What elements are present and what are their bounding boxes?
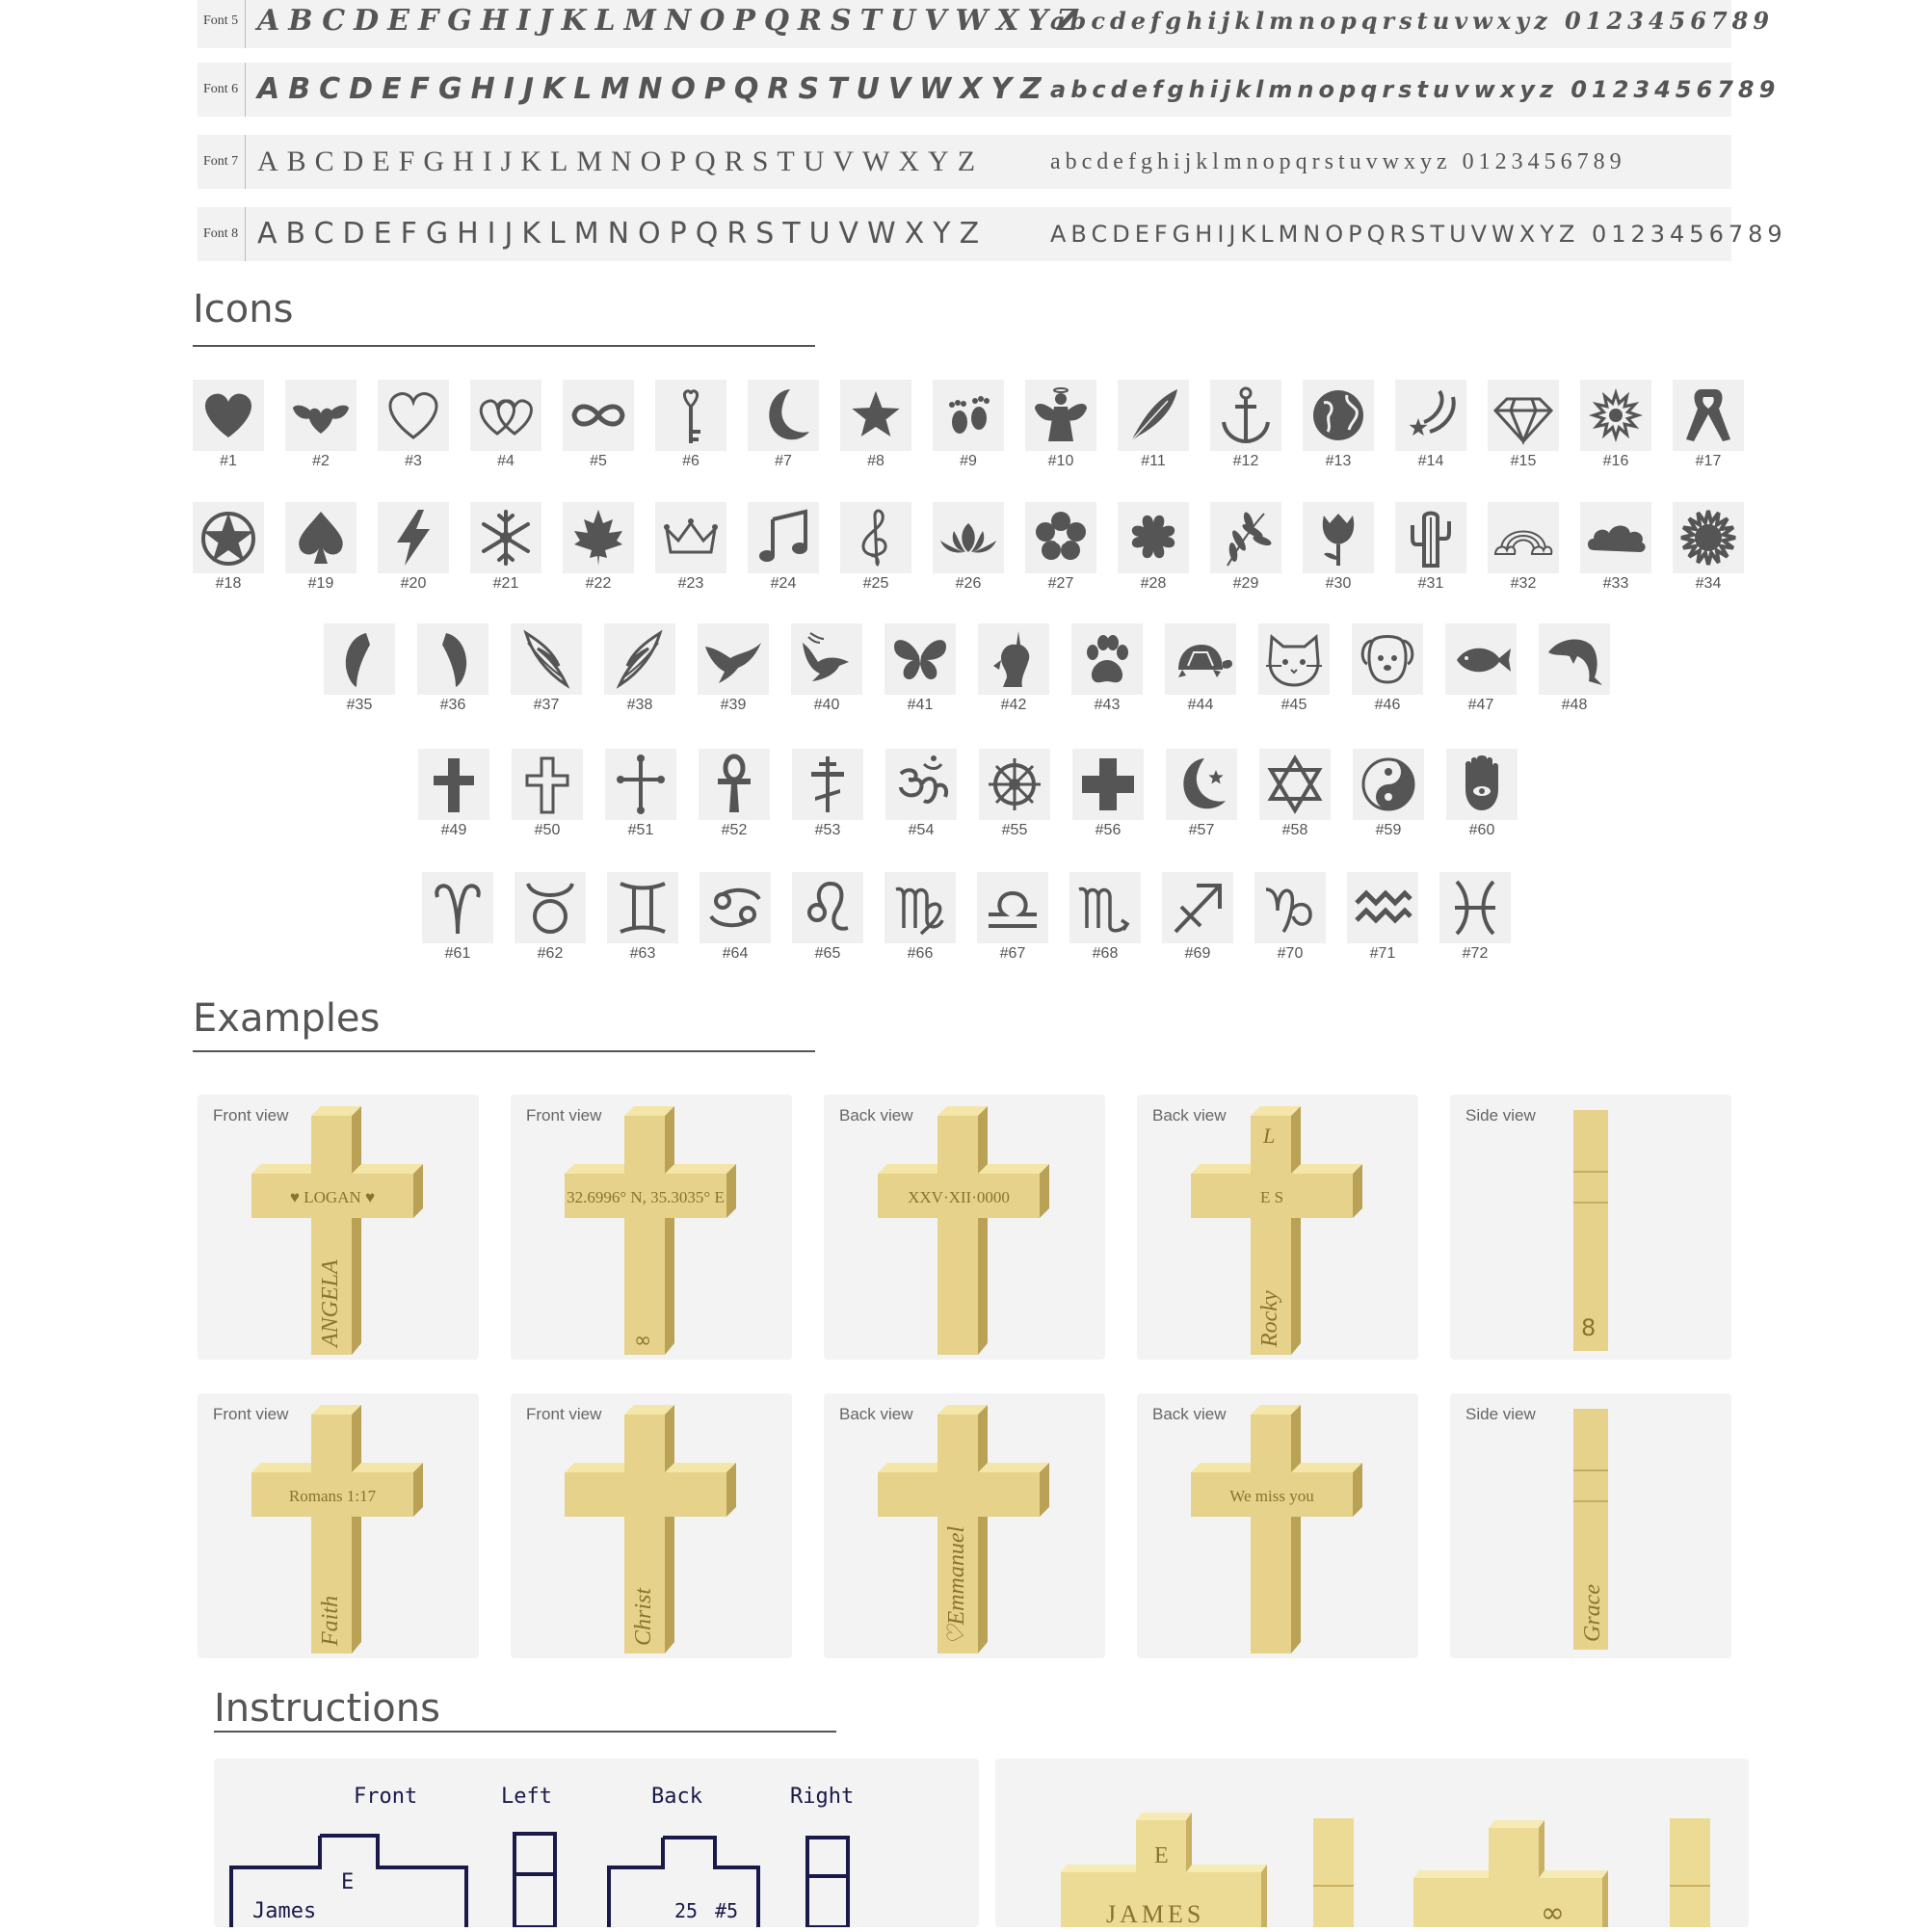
icon-number-label: #42 bbox=[1000, 697, 1027, 713]
instructions-section-rule bbox=[214, 1731, 836, 1733]
icon-number-label: #28 bbox=[1140, 575, 1167, 592]
cross-render bbox=[824, 1393, 1105, 1658]
swiss-cross-icon bbox=[1072, 749, 1144, 820]
treble-clef-icon bbox=[840, 502, 911, 573]
pisces-icon bbox=[1439, 872, 1511, 943]
icon-number-label: #67 bbox=[999, 945, 1026, 962]
fish-icon bbox=[1445, 623, 1517, 695]
music-note-icon bbox=[748, 502, 819, 573]
icon-number-label: #12 bbox=[1232, 453, 1259, 469]
cross-outline-icon bbox=[512, 749, 583, 820]
font-row bbox=[198, 0, 1775, 48]
yin-yang-icon bbox=[1353, 749, 1424, 820]
font-label: Font 6 bbox=[199, 63, 246, 117]
tulip-icon bbox=[1303, 502, 1374, 573]
icon-number-label: #71 bbox=[1369, 945, 1396, 962]
font-lowercase-sample: abcdefghijklmnopqrstuvwxyz 0123456789 bbox=[1050, 76, 1781, 103]
icon-number-label: #2 bbox=[312, 453, 330, 469]
angel-icon bbox=[1025, 380, 1096, 451]
font-uppercase-sample: ABCDEFGHIJKLMNOPQRSTUVWXYZ bbox=[257, 72, 1050, 106]
example-vertical-text: ♡Emmanuel bbox=[944, 1525, 969, 1646]
icon-number-label: #15 bbox=[1510, 453, 1537, 469]
icon-number-label: #43 bbox=[1094, 697, 1121, 713]
icon-number-label: #9 bbox=[960, 453, 977, 469]
icon-number-label: #33 bbox=[1602, 575, 1629, 592]
capricorn-icon bbox=[1254, 872, 1326, 943]
icon-number-label: #22 bbox=[585, 575, 612, 592]
double-heart-icon bbox=[470, 380, 541, 451]
cross-icon bbox=[418, 749, 489, 820]
example-horizontal-text: Romans 1:17 bbox=[288, 1487, 377, 1505]
butterfly-icon bbox=[884, 623, 956, 695]
sketch-label-front: Front bbox=[354, 1785, 418, 1809]
icon-number-label: #45 bbox=[1280, 697, 1307, 713]
cross-render bbox=[1137, 1393, 1418, 1658]
icon-number-label: #47 bbox=[1467, 697, 1494, 713]
flower-icon bbox=[1025, 502, 1096, 573]
example-card bbox=[198, 1393, 479, 1658]
icon-number-label: #26 bbox=[955, 575, 982, 592]
icon-number-label: #53 bbox=[814, 822, 841, 838]
font-label: Font 7 bbox=[199, 135, 246, 189]
example-horizontal-text: XXV·XII·0000 bbox=[908, 1188, 1010, 1206]
angel-wing-right-icon bbox=[604, 623, 675, 695]
icon-number-label: #36 bbox=[439, 697, 466, 713]
dog-icon bbox=[1352, 623, 1423, 695]
icon-number-label: #57 bbox=[1188, 822, 1215, 838]
star-of-david-icon bbox=[1259, 749, 1331, 820]
feather-icon bbox=[1118, 380, 1189, 451]
circle-star-icon bbox=[193, 502, 264, 573]
angel-wing-left-icon bbox=[511, 623, 582, 695]
paw-icon bbox=[1071, 623, 1143, 695]
icon-number-label: #38 bbox=[626, 697, 653, 713]
sketch-front-text-name: James bbox=[252, 1899, 317, 1923]
example-card bbox=[1137, 1393, 1418, 1658]
sketch-drawing bbox=[214, 1759, 979, 1927]
icon-number-label: #64 bbox=[722, 945, 749, 962]
unicorn-icon bbox=[978, 623, 1049, 695]
spade-icon bbox=[285, 502, 356, 573]
example-card bbox=[511, 1393, 792, 1658]
example-card bbox=[1137, 1095, 1418, 1360]
example-view-label: Back view bbox=[839, 1405, 913, 1423]
font-lowercase-sample: abcdefghijklmnopqrstuvwxyz 0123456789 bbox=[1050, 7, 1775, 35]
icon-number-label: #29 bbox=[1232, 575, 1259, 592]
icon-number-label: #72 bbox=[1462, 945, 1489, 962]
example-horizontal-text: We miss you bbox=[1229, 1487, 1314, 1505]
side-render bbox=[1450, 1393, 1731, 1658]
icon-number-label: #62 bbox=[537, 945, 564, 962]
font-lowercase-sample: ABCDEFGHIJKLMNOPQRSTUVWXYZ 0123456789 bbox=[1050, 221, 1787, 248]
aries-icon bbox=[422, 872, 493, 943]
example-vertical-text: Rocky bbox=[1257, 1290, 1282, 1347]
render-side-1 bbox=[1313, 1818, 1354, 1927]
ankh-icon bbox=[699, 749, 770, 820]
scorpio-icon bbox=[1069, 872, 1141, 943]
icon-number-label: #13 bbox=[1325, 453, 1352, 469]
globe-icon bbox=[1303, 380, 1374, 451]
render-front-name: JAMES bbox=[1106, 1900, 1205, 1927]
winged-heart-icon bbox=[285, 380, 356, 451]
icon-number-label: #54 bbox=[908, 822, 935, 838]
icon-number-label: #24 bbox=[770, 575, 797, 592]
libra-icon bbox=[977, 872, 1048, 943]
icon-number-label: #69 bbox=[1184, 945, 1211, 962]
icon-number-label: #50 bbox=[534, 822, 561, 838]
icon-number-label: #14 bbox=[1417, 453, 1444, 469]
icon-number-label: #18 bbox=[215, 575, 242, 592]
icon-number-label: #56 bbox=[1095, 822, 1122, 838]
icon-number-label: #46 bbox=[1374, 697, 1401, 713]
icon-number-label: #30 bbox=[1325, 575, 1352, 592]
sketch-left-side bbox=[515, 1834, 555, 1927]
example-horizontal-text: E S bbox=[1259, 1188, 1284, 1206]
cancer-icon bbox=[700, 872, 771, 943]
icon-number-label: #27 bbox=[1047, 575, 1074, 592]
cross-render bbox=[198, 1393, 479, 1658]
cross-render bbox=[511, 1393, 792, 1658]
virgo-icon bbox=[884, 872, 956, 943]
heart-outline-icon bbox=[378, 380, 449, 451]
instructions-section-title: Instructions bbox=[214, 1686, 440, 1731]
render-drawing bbox=[995, 1759, 1749, 1927]
example-card bbox=[1450, 1393, 1731, 1658]
example-top-text: L bbox=[1263, 1124, 1276, 1148]
example-view-label: Back view bbox=[839, 1106, 913, 1125]
icon-number-label: #20 bbox=[400, 575, 427, 592]
example-view-label: Front view bbox=[213, 1405, 289, 1423]
example-view-label: Front view bbox=[213, 1106, 289, 1125]
rainbow-icon bbox=[1488, 502, 1559, 573]
maple-leaf-icon bbox=[563, 502, 634, 573]
icon-number-label: #19 bbox=[307, 575, 334, 592]
example-horizontal-text: 32.6996° N, 35.3035° E bbox=[567, 1188, 725, 1206]
icon-number-label: #52 bbox=[721, 822, 748, 838]
font-row bbox=[198, 135, 1731, 189]
icon-number-label: #37 bbox=[533, 697, 560, 713]
icon-number-label: #68 bbox=[1092, 945, 1119, 962]
font-row bbox=[198, 207, 1787, 261]
font-lowercase-sample: abcdefghijklmnopqrstuvwxyz 0123456789 bbox=[1050, 149, 1626, 174]
om-icon bbox=[885, 749, 957, 820]
shooting-star-icon bbox=[1395, 380, 1466, 451]
sun-icon bbox=[1673, 502, 1744, 573]
example-vertical-text: Grace bbox=[1580, 1584, 1605, 1642]
icon-number-label: #11 bbox=[1141, 453, 1166, 469]
instructions-sketch-panel bbox=[214, 1759, 979, 1927]
crown-icon bbox=[655, 502, 726, 573]
dolphin-icon bbox=[1539, 623, 1610, 695]
font-uppercase-sample: ABCDEFGHIJKLMNOPQRSTUVWXYZ bbox=[257, 4, 1087, 38]
font-uppercase-sample: ABCDEFGHIJKLMNOPQRSTUVWXYZ bbox=[257, 146, 985, 177]
example-view-label: Back view bbox=[1152, 1405, 1227, 1423]
example-horizontal-text: ♥ LOGAN ♥ bbox=[289, 1188, 376, 1206]
icon-number-label: #61 bbox=[444, 945, 471, 962]
icon-number-label: #34 bbox=[1695, 575, 1722, 592]
icon-number-label: #10 bbox=[1047, 453, 1074, 469]
cross-render bbox=[1137, 1095, 1418, 1360]
cactus-icon bbox=[1395, 502, 1466, 573]
icon-number-label: #49 bbox=[440, 822, 467, 838]
ribbon-icon bbox=[1673, 380, 1744, 451]
example-vertical-text: Faith bbox=[318, 1596, 343, 1646]
font-label: Font 8 bbox=[199, 207, 246, 261]
snowflake-icon bbox=[470, 502, 541, 573]
gemini-icon bbox=[607, 872, 678, 943]
cross-render bbox=[824, 1095, 1105, 1360]
icons-section-title: Icons bbox=[193, 287, 294, 331]
icon-number-label: #55 bbox=[1001, 822, 1028, 838]
example-view-label: Front view bbox=[526, 1106, 602, 1125]
icon-number-label: #23 bbox=[677, 575, 704, 592]
hamsa-icon bbox=[1446, 749, 1518, 820]
instructions-render-panel bbox=[995, 1759, 1749, 1927]
icon-number-label: #59 bbox=[1375, 822, 1402, 838]
star-icon bbox=[840, 380, 911, 451]
icon-number-label: #39 bbox=[720, 697, 747, 713]
icon-number-label: #6 bbox=[682, 453, 700, 469]
icon-number-label: #21 bbox=[492, 575, 519, 592]
example-vertical-text: ANGELA bbox=[318, 1259, 343, 1347]
sketch-label-left: Left bbox=[501, 1785, 552, 1809]
icon-number-label: #51 bbox=[627, 822, 654, 838]
font-row bbox=[198, 63, 1781, 117]
sketch-front-text-top: E bbox=[341, 1870, 355, 1894]
lotus-icon bbox=[933, 502, 1004, 573]
render-front-top-face bbox=[1136, 1813, 1192, 1820]
icon-number-label: #65 bbox=[814, 945, 841, 962]
sketch-right-side bbox=[807, 1838, 848, 1927]
icon-number-label: #66 bbox=[907, 945, 934, 962]
icon-number-label: #63 bbox=[629, 945, 656, 962]
key-icon bbox=[655, 380, 726, 451]
dove-icon bbox=[791, 623, 862, 695]
example-card bbox=[511, 1095, 792, 1360]
icon-number-label: #41 bbox=[907, 697, 934, 713]
wing-right-icon bbox=[417, 623, 488, 695]
example-view-label: Side view bbox=[1465, 1106, 1536, 1125]
cross-render bbox=[511, 1095, 792, 1360]
example-card bbox=[824, 1393, 1105, 1658]
side-render bbox=[1450, 1095, 1731, 1360]
icon-number-label: #25 bbox=[862, 575, 889, 592]
olive-branch-icon bbox=[1210, 502, 1281, 573]
icon-number-label: #5 bbox=[590, 453, 607, 469]
example-card bbox=[198, 1095, 479, 1360]
example-card bbox=[1450, 1095, 1731, 1360]
icon-number-label: #1 bbox=[220, 453, 237, 469]
icon-number-label: #70 bbox=[1277, 945, 1304, 962]
diamond-icon bbox=[1488, 380, 1559, 451]
infinity-icon bbox=[563, 380, 634, 451]
icon-number-label: #58 bbox=[1281, 822, 1308, 838]
example-view-label: Back view bbox=[1152, 1106, 1227, 1125]
icon-number-label: #7 bbox=[775, 453, 792, 469]
icon-number-label: #8 bbox=[867, 453, 884, 469]
leo-icon bbox=[792, 872, 863, 943]
crescent-moon-icon bbox=[748, 380, 819, 451]
aquarius-icon bbox=[1347, 872, 1418, 943]
example-bottom-text: 8 bbox=[1581, 1314, 1597, 1341]
sketch-label-right: Right bbox=[790, 1785, 855, 1809]
example-bottom-text: ∞ bbox=[634, 1329, 652, 1353]
icon-number-label: #40 bbox=[813, 697, 840, 713]
footprints-icon bbox=[933, 380, 1004, 451]
render-back-infinity: ∞ bbox=[1541, 1896, 1565, 1927]
cloud-icon bbox=[1580, 502, 1651, 573]
render-front-initial: E bbox=[1154, 1843, 1169, 1868]
examples-section-title: Examples bbox=[193, 996, 381, 1041]
sagittarius-icon bbox=[1162, 872, 1233, 943]
example-view-label: Front view bbox=[526, 1405, 602, 1423]
cross-render bbox=[198, 1095, 479, 1360]
icon-number-label: #44 bbox=[1187, 697, 1214, 713]
icon-number-label: #31 bbox=[1417, 575, 1444, 592]
icon-number-label: #48 bbox=[1561, 697, 1588, 713]
taurus-icon bbox=[515, 872, 586, 943]
sketch-back-text-num: 25 bbox=[674, 1899, 699, 1922]
cat-icon bbox=[1258, 623, 1330, 695]
example-card bbox=[824, 1095, 1105, 1360]
icon-number-label: #35 bbox=[346, 697, 373, 713]
wing-left-icon bbox=[324, 623, 395, 695]
icons-section-rule bbox=[193, 345, 815, 347]
star-crescent-icon bbox=[1166, 749, 1237, 820]
icon-number-label: #3 bbox=[405, 453, 422, 469]
render-side-2 bbox=[1670, 1818, 1710, 1927]
orthodox-cross-icon bbox=[792, 749, 863, 820]
mandala-icon bbox=[1580, 380, 1651, 451]
clover-icon bbox=[1118, 502, 1189, 573]
font-label: Font 5 bbox=[199, 0, 246, 48]
font-uppercase-sample: ABCDEFGHIJKLMNOPQRSTUVWXYZ bbox=[257, 217, 989, 251]
lightning-icon bbox=[378, 502, 449, 573]
icon-number-label: #4 bbox=[497, 453, 515, 469]
anchor-icon bbox=[1210, 380, 1281, 451]
icon-number-label: #60 bbox=[1468, 822, 1495, 838]
dharma-wheel-icon bbox=[979, 749, 1050, 820]
icon-number-label: #16 bbox=[1602, 453, 1629, 469]
budded-cross-icon bbox=[605, 749, 676, 820]
example-vertical-text: Christ bbox=[631, 1587, 656, 1646]
turtle-icon bbox=[1165, 623, 1236, 695]
sketch-back-text-icon: #5 bbox=[715, 1899, 739, 1922]
example-view-label: Side view bbox=[1465, 1405, 1536, 1423]
heart-icon bbox=[193, 380, 264, 451]
render-back-horizontal bbox=[1413, 1878, 1602, 1927]
icon-number-label: #32 bbox=[1510, 575, 1537, 592]
icon-number-label: #17 bbox=[1695, 453, 1722, 469]
examples-section-rule bbox=[193, 1050, 815, 1052]
bird-icon bbox=[698, 623, 769, 695]
sketch-label-back: Back bbox=[651, 1785, 702, 1809]
